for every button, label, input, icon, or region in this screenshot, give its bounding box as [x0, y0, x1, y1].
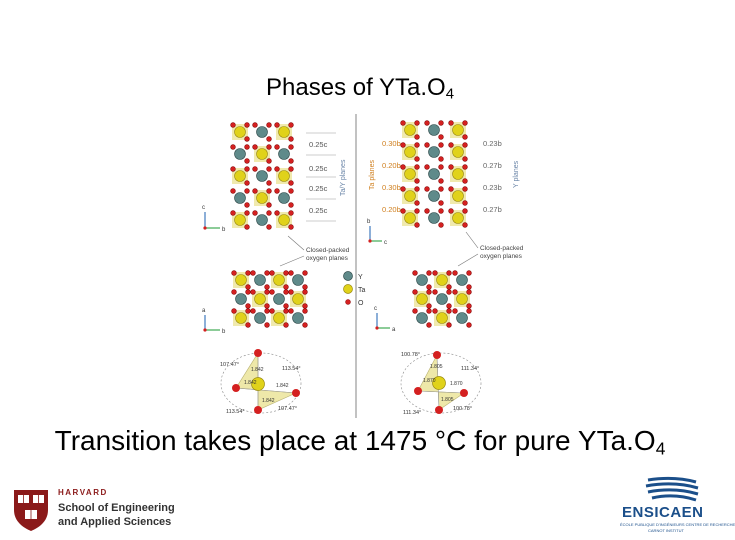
y-atom: [257, 171, 268, 182]
o-atom: [267, 225, 272, 230]
right-spacing-label: 0.20b: [382, 161, 401, 170]
o-atom: [439, 143, 444, 148]
y-atom: [429, 147, 440, 158]
o-atom: [265, 290, 270, 295]
o-atom: [253, 123, 258, 128]
left-plane-label: Ta/Y planes: [340, 159, 347, 196]
y-atom: [429, 169, 440, 180]
o-atom: [253, 211, 258, 216]
o-atom: [289, 309, 294, 314]
o-atom: [449, 187, 454, 192]
o-atom: [251, 271, 256, 276]
tetrahedron-left: [220, 349, 301, 415]
right-spacing-label: 0.27b: [483, 205, 502, 214]
y-atom: [457, 275, 468, 286]
o-atom: [231, 145, 236, 150]
slide-caption: [0, 425, 720, 457]
o-atom: [439, 121, 444, 126]
o-atom: [289, 137, 294, 142]
o-atom: [463, 143, 468, 148]
o-atom: [265, 309, 270, 314]
o-atom: [284, 285, 289, 290]
harvard-school-line2: and Applied Sciences: [58, 516, 172, 528]
axis-triad-top-right: [367, 219, 387, 246]
svg-text:1.842: 1.842: [251, 367, 264, 373]
o-atom: [427, 271, 432, 276]
right-spacing-label: 0.23b: [483, 139, 502, 148]
y-atom: [429, 213, 440, 224]
o-atom: [453, 290, 458, 295]
bottom-right-lattice: [413, 271, 472, 328]
atom-legend: [344, 272, 366, 308]
slide-caption-subscript: 4: [655, 438, 666, 459]
svg-text:c: c: [384, 240, 387, 246]
ta-atom: [437, 313, 448, 324]
o-atom: [289, 290, 294, 295]
y-atom: [257, 127, 268, 138]
o-atom: [303, 304, 308, 309]
o-atom: [415, 135, 420, 140]
o-atom: [245, 145, 250, 150]
svg-text:c: c: [374, 306, 377, 312]
o-atom: [439, 135, 444, 140]
o-atom: [427, 309, 432, 314]
o-atom: [425, 209, 430, 214]
ta-atom: [274, 275, 285, 286]
o-atom: [275, 167, 280, 172]
o-atom: [467, 304, 472, 309]
o-atom: [303, 323, 308, 328]
o-atom: [463, 179, 468, 184]
o-atom: [246, 285, 251, 290]
svg-text:111.34°: 111.34°: [461, 366, 480, 372]
harvard-shield-icon: [12, 488, 50, 532]
right-spacing-label: 0.20b: [382, 205, 401, 214]
y-atom: [279, 149, 290, 160]
o-atom: [253, 189, 258, 194]
o-atom: [439, 201, 444, 206]
ta-atom: [457, 294, 468, 305]
o-atom: [289, 167, 294, 172]
o-atom: [275, 123, 280, 128]
o-atom: [303, 271, 308, 276]
o-atom: [245, 137, 250, 142]
svg-text:1.870: 1.870: [423, 378, 436, 384]
o-atom: [401, 209, 406, 214]
ensicaen-logo: [618, 476, 735, 536]
o-atom: [231, 211, 236, 216]
closed-packed-label-left: Closed-packed: [306, 247, 350, 254]
o-atom: [401, 187, 406, 192]
o-atom: [453, 309, 458, 314]
svg-text:1.842: 1.842: [276, 383, 289, 389]
y-atom: [279, 193, 290, 204]
ensicaen-emblem-icon: [618, 476, 714, 504]
o-atom: [447, 285, 452, 290]
o-atom: [415, 179, 420, 184]
o-atom: [415, 223, 420, 228]
ta-atom: [236, 275, 247, 286]
o-atom: [439, 165, 444, 170]
o-atom: [467, 323, 472, 328]
o-atom: [447, 309, 452, 314]
right-spacing-label: 0.30b: [382, 139, 401, 148]
harvard-school-line1: School of Engineering: [58, 502, 175, 514]
svg-text:a: a: [202, 308, 206, 314]
o-atom: [289, 211, 294, 216]
o-atom: [245, 189, 250, 194]
y-atom: [429, 191, 440, 202]
o-atom: [231, 189, 236, 194]
ta-atom: [453, 125, 464, 136]
o-atom: [270, 309, 275, 314]
ta-atom: [405, 213, 416, 224]
ta-atom: [255, 294, 266, 305]
crystal-structure-figure: [196, 108, 526, 420]
o-atom: [246, 323, 251, 328]
o-atom: [245, 123, 250, 128]
o-atom: [415, 165, 420, 170]
o-atom: [265, 304, 270, 309]
o-atom: [463, 135, 468, 140]
o-atom: [449, 121, 454, 126]
o-atom: [449, 143, 454, 148]
o-atom: [232, 271, 237, 276]
o-atom: [439, 179, 444, 184]
o-atom: [267, 145, 272, 150]
o-atom: [467, 285, 472, 290]
o-atom: [289, 225, 294, 230]
o-atom: [463, 121, 468, 126]
oxygen-planes-label-left: oxygen planes: [306, 255, 348, 262]
o-atom: [439, 223, 444, 228]
svg-text:107.47°: 107.47°: [220, 362, 240, 368]
o-atom: [463, 187, 468, 192]
ta-atom: [453, 191, 464, 202]
o-atom: [245, 159, 250, 164]
o-atom: [463, 201, 468, 206]
ta-atom: [257, 193, 268, 204]
ta-atom: [405, 169, 416, 180]
y-atom: [235, 149, 246, 160]
o-atom: [275, 211, 280, 216]
o-atom: [439, 157, 444, 162]
o-atom: [453, 271, 458, 276]
o-atom: [447, 304, 452, 309]
o-atom: [439, 209, 444, 214]
svg-text:b: b: [222, 227, 226, 233]
o-atom: [289, 181, 294, 186]
o-atom: [265, 271, 270, 276]
o-atom: [289, 203, 294, 208]
left-spacing-label: 0.25c: [309, 206, 328, 215]
slide-title: [0, 74, 720, 102]
o-atom: [433, 271, 438, 276]
o-atom: [289, 159, 294, 164]
svg-text:c: c: [202, 205, 205, 211]
svg-text:b: b: [222, 329, 226, 335]
o-atom: [245, 211, 250, 216]
svg-text:107.47°: 107.47°: [278, 406, 298, 412]
o-atom: [231, 167, 236, 172]
o-atom: [245, 181, 250, 186]
o-atom: [251, 290, 256, 295]
o-atom: [467, 290, 472, 295]
o-atom: [425, 165, 430, 170]
o-atom: [447, 323, 452, 328]
o-atom: [303, 285, 308, 290]
ta-atom: [257, 149, 268, 160]
o-atom: [245, 167, 250, 172]
y-atom: [235, 193, 246, 204]
ta-atom: [417, 294, 428, 305]
ta-atom: [453, 147, 464, 158]
ta-atom: [235, 215, 246, 226]
o-atom: [467, 309, 472, 314]
o-atom: [251, 309, 256, 314]
o-atom: [265, 285, 270, 290]
o-atom: [253, 167, 258, 172]
o-atom: [245, 203, 250, 208]
o-atom: [425, 187, 430, 192]
oxygen-planes-label-right: oxygen planes: [480, 253, 522, 260]
left-spacing-label: 0.25c: [309, 164, 328, 173]
harvard-seas-logo: [12, 488, 212, 532]
o-atom: [267, 159, 272, 164]
o-atom: [401, 121, 406, 126]
svg-text:113.54°: 113.54°: [282, 366, 301, 372]
svg-text:1.842: 1.842: [244, 380, 257, 386]
o-atom: [246, 304, 251, 309]
o-atom: [232, 309, 237, 314]
right-plane-label-y: Y planes: [513, 160, 520, 188]
o-atom: [284, 271, 289, 276]
o-atom: [415, 209, 420, 214]
y-atom: [417, 313, 428, 324]
y-atom: [417, 275, 428, 286]
o-atom: [425, 143, 430, 148]
svg-text:b: b: [367, 219, 371, 225]
axis-triad-bottom-left: [202, 308, 226, 335]
o-atom: [447, 271, 452, 276]
ta-atom: [453, 169, 464, 180]
o-atom: [265, 323, 270, 328]
o-atom: [267, 189, 272, 194]
o-atom: [425, 121, 430, 126]
y-atom: [437, 294, 448, 305]
tetrahedron-right: [401, 351, 481, 416]
o-atom: [415, 201, 420, 206]
ta-atom: [405, 125, 416, 136]
o-atom: [246, 309, 251, 314]
ta-atom: [274, 313, 285, 324]
o-atom: [415, 121, 420, 126]
o-atom: [270, 271, 275, 276]
svg-text:1.805: 1.805: [430, 364, 443, 370]
o-atom: [253, 145, 258, 150]
ta-atom: [236, 313, 247, 324]
o-atom: [284, 309, 289, 314]
y-atom: [429, 125, 440, 136]
ta-atom: [437, 275, 448, 286]
o-atom: [284, 323, 289, 328]
y-atom: [274, 294, 285, 305]
bottom-left-lattice: [232, 271, 308, 328]
ta-atom: [293, 294, 304, 305]
o-atom: [433, 309, 438, 314]
o-atom: [447, 290, 452, 295]
o-atom: [433, 290, 438, 295]
axis-triad-bottom-right: [374, 306, 396, 333]
left-lattice: [231, 123, 294, 230]
o-atom: [289, 123, 294, 128]
y-atom: [457, 313, 468, 324]
y-atom: [257, 215, 268, 226]
o-atom: [232, 290, 237, 295]
svg-text:111.34°: 111.34°: [403, 410, 422, 416]
left-spacing-label: 0.25c: [309, 184, 328, 193]
o-atom: [463, 165, 468, 170]
right-spacing-label: 0.30b: [382, 183, 401, 192]
o-atom: [449, 165, 454, 170]
o-atom: [427, 323, 432, 328]
o-atom: [267, 211, 272, 216]
o-atom: [267, 203, 272, 208]
o-atom: [427, 304, 432, 309]
slide-caption-text: Transition takes place at 1475 °C for pure YTa.O: [54, 425, 656, 456]
y-atom: [293, 313, 304, 324]
svg-text:113.54°: 113.54°: [226, 409, 245, 415]
o-atom: [413, 309, 418, 314]
o-atom: [463, 223, 468, 228]
y-atom: [255, 275, 266, 286]
legend-label-o: O: [358, 300, 364, 307]
ensicaen-wordmark: ENSICAEN: [622, 504, 704, 521]
closed-packed-label-right: Closed-packed: [480, 245, 524, 252]
legend-label-ta: Ta: [358, 287, 366, 294]
ta-atom: [453, 213, 464, 224]
axis-triad-top-left: [202, 205, 226, 233]
svg-text:a: a: [392, 327, 396, 333]
o-atom: [415, 143, 420, 148]
o-atom: [267, 123, 272, 128]
o-atom: [401, 165, 406, 170]
o-atom: [246, 271, 251, 276]
right-plane-label-ta: Ta planes: [369, 160, 376, 190]
o-atom: [275, 189, 280, 194]
svg-text:1.870: 1.870: [450, 381, 463, 387]
o-atom: [413, 290, 418, 295]
right-spacing-label: 0.23b: [483, 183, 502, 192]
ensicaen-tagline-2: CARNOT INSTITUT: [648, 528, 684, 533]
o-atom: [463, 209, 468, 214]
o-atom: [401, 143, 406, 148]
o-atom: [267, 137, 272, 142]
ta-atom: [279, 171, 290, 182]
o-atom: [427, 290, 432, 295]
svg-text:1.842: 1.842: [262, 398, 275, 404]
svg-text:100.78°: 100.78°: [453, 406, 473, 412]
legend-label-y: Y: [358, 274, 363, 281]
y-atom: [293, 275, 304, 286]
o-atom: [463, 157, 468, 162]
o-atom: [289, 271, 294, 276]
o-atom: [415, 187, 420, 192]
ta-atom: [405, 147, 416, 158]
o-atom: [413, 271, 418, 276]
o-atom: [449, 209, 454, 214]
y-atom: [255, 313, 266, 324]
ta-atom: [235, 171, 246, 182]
right-lattice: [401, 121, 468, 228]
o-atom: [245, 225, 250, 230]
o-atom: [427, 285, 432, 290]
svg-text:100.78°: 100.78°: [401, 352, 421, 358]
o-atom: [284, 304, 289, 309]
o-atom: [303, 290, 308, 295]
o-atom: [415, 157, 420, 162]
o-atom: [303, 309, 308, 314]
o-atom: [246, 290, 251, 295]
o-atom: [270, 290, 275, 295]
slide-title-subscript: 4: [445, 86, 454, 103]
o-atom: [289, 189, 294, 194]
ta-atom: [279, 215, 290, 226]
left-spacing-label: 0.25c: [309, 140, 328, 149]
harvard-wordmark: HARVARD: [58, 488, 108, 497]
y-atom: [236, 294, 247, 305]
o-atom: [267, 181, 272, 186]
o-atom: [275, 145, 280, 150]
o-atom: [267, 167, 272, 172]
o-atom: [439, 187, 444, 192]
svg-text:1.805: 1.805: [441, 397, 454, 403]
ta-atom: [405, 191, 416, 202]
o-atom: [289, 145, 294, 150]
o-atom: [231, 123, 236, 128]
o-atom: [284, 290, 289, 295]
ta-atom: [279, 127, 290, 138]
ta-atom: [235, 127, 246, 138]
slide-title-text: Phases of YTa.O: [266, 74, 446, 101]
o-atom: [467, 271, 472, 276]
ensicaen-tagline: ÉCOLE PUBLIQUE D'INGÉNIEURS CENTRE DE RECHERCHE: [620, 522, 735, 527]
right-spacing-label: 0.27b: [483, 161, 502, 170]
